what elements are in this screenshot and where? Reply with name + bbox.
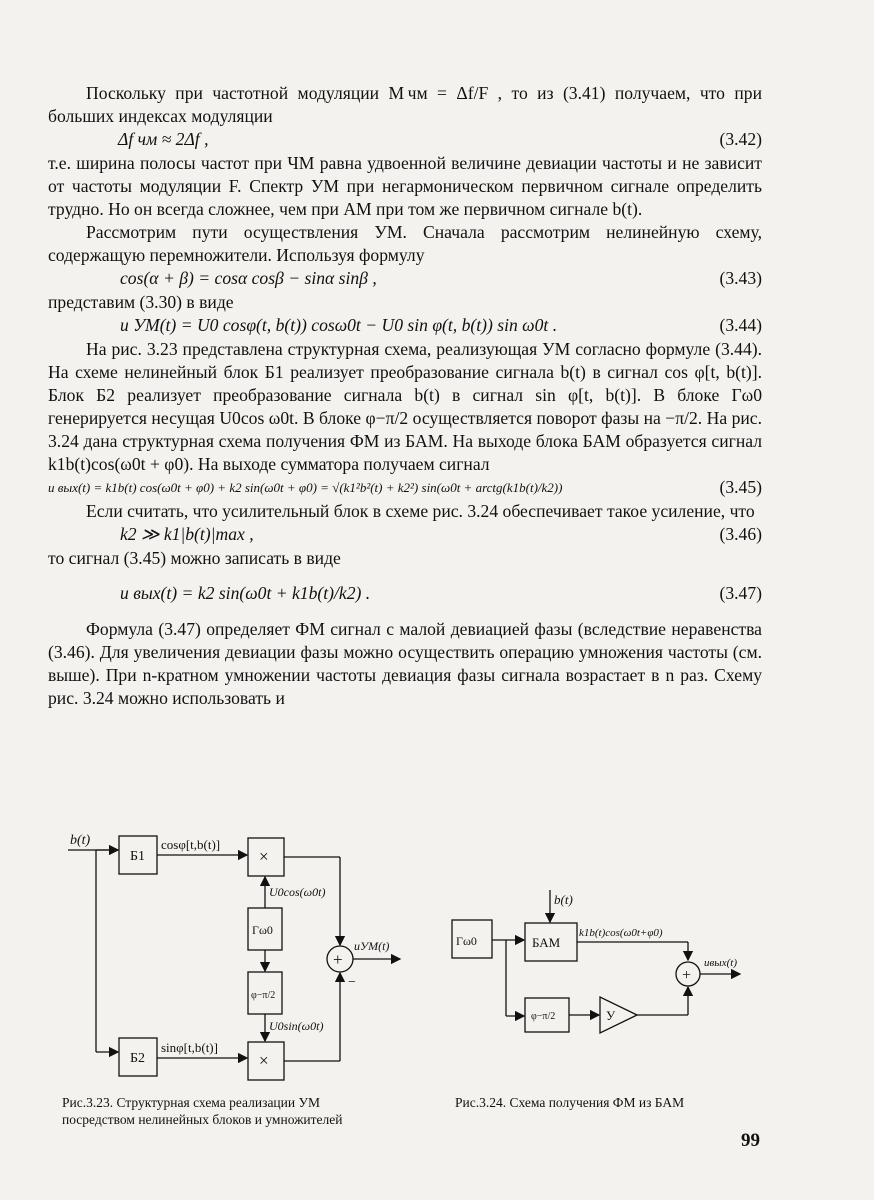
fig323-u0sin-label: U0sin(ω0t) — [269, 1019, 324, 1033]
equation-number: (3.47) — [719, 583, 762, 603]
equation-3-43 — [48, 267, 762, 291]
fig324-phase-label: φ−π/2 — [531, 1011, 556, 1022]
fig323-mult-top: × — [259, 847, 269, 866]
equation-3-42 — [48, 128, 762, 152]
fig323-output-label: uУМ(t) — [354, 939, 390, 953]
equation-expr: cos(α + β) = cosα cosβ − sinα sinβ , — [120, 268, 377, 288]
equation-expr: u вых(t) = k1b(t) cos(ω0t + φ0) + k2 sin(ω0t + φ0) = √(k1²b²(t) + k2²) sin(ω0t + arctg(k1b(t)/k2)) — [48, 480, 563, 495]
fig324-output-label: uвых(t) — [704, 957, 737, 969]
equation-number: (3.43) — [719, 268, 762, 288]
fig323-input-label: b(t) — [70, 833, 91, 848]
paragraph-2: т.е. ширина полосы частот при ЧМ равна удвоенной величине девиации частоты и не зависит от частоты модуляции F. Спектр УМ при негармоническом первичном сигнале определить трудно. Но он всегда сложнее, чем при АМ при том же первичном сигнале b(t). — [48, 153, 762, 219]
fig324-plus: + — [682, 967, 692, 984]
fig323-plus: + — [333, 950, 343, 969]
paragraph-8: Формула (3.47) определяет ФМ сигнал с малой девиацией фазы (вследствие неравенства (3.46). Для увеличения девиации фазы можно осуществить операцию умножения частоты (см. выше). При n-кратном умножении частоты девиация фазы сигнала возрастает в n раз. Схему рис. 3.24 можно использовать и — [48, 619, 762, 708]
equation-3-44 — [48, 314, 762, 338]
equation-number: (3.46) — [719, 524, 762, 544]
paragraph-3: Рассмотрим пути осуществления УМ. Сначала рассмотрим нелинейную схему, содержащую перемножители. Используя формулу — [48, 222, 762, 265]
equation-expr: u вых(t) = k2 sin(ω0t + k1b(t)/k2) . — [120, 583, 371, 603]
paragraph-7: то сигнал (3.45) можно записать в виде — [48, 548, 341, 568]
equation-3-46 — [48, 523, 762, 547]
caption-line: посредством нелинейных блоков и умножителей — [62, 1112, 343, 1127]
page-body — [48, 82, 762, 710]
figure-3-23-caption — [62, 1094, 343, 1128]
fig323-cos-label: cosφ[t,b(t)] — [161, 837, 221, 852]
equation-3-47 — [48, 570, 762, 618]
equation-expr: Δf чм ≈ 2Δf , — [118, 129, 209, 149]
equation-3-45 — [48, 476, 762, 500]
figures-area — [0, 830, 874, 1130]
fig323-b2-label: Б2 — [130, 1051, 146, 1066]
fig323-b1-label: Б1 — [130, 849, 146, 864]
fig324-input-label: b(t) — [554, 892, 573, 907]
equation-number: (3.45) — [719, 477, 762, 497]
equation-expr: u УМ(t) = U0 cosφ(t, b(t)) cosω0t − U0 sin φ(t, b(t)) sin ω0t . — [120, 315, 558, 335]
fig323-sin-label: sinφ[t,b(t)] — [161, 1040, 218, 1055]
paragraph-6: Если считать, что усилительный блок в схеме рис. 3.24 обеспечивает такое усиление, что — [86, 501, 755, 521]
fig324-bam-out-label: k1b(t)cos(ω0t+φ0) — [579, 927, 663, 939]
paragraph-4: представим (3.30) в виде — [48, 292, 234, 312]
fig323-minus: − — [348, 975, 356, 990]
caption-line: Рис.3.23. Структурная схема реализации УМ — [62, 1095, 321, 1110]
fig324-amp-label: У — [606, 1008, 616, 1023]
fig324-bam-label: БАМ — [532, 935, 561, 950]
paragraph-5: На рис. 3.23 представлена структурная схема, реализующая УМ согласно формуле (3.44). На схеме нелинейный блок Б1 реализует преобразование сигнала b(t) в сигнал cos φ[t, b(t)]. Блок Б2 реализует преобразование сигнала b(t) в сигнал sin φ[t, b(t)]. В блоке Гω0 генерируется несущая U0cos ω0t. В блоке φ−π/2 осуществляется поворот фазы на −π/2. На рис. 3.24 дана структурная схема получения ФМ из БАМ. На выходе блока БАМ образуется сигнал k1b(t)cos(ω0t + φ0). На выходе сумматора получаем сигнал — [48, 339, 762, 474]
fig323-gen-label: Гω0 — [252, 923, 273, 937]
figure-3-24-caption: Рис.3.24. Схема получения ФМ из БАМ — [455, 1095, 685, 1110]
equation-number: (3.42) — [719, 129, 762, 149]
fig323-phase-label: φ−π/2 — [251, 990, 276, 1001]
equation-expr: k2 ≫ k1|b(t)|max , — [120, 524, 254, 544]
fig324-gen-label: Гω0 — [456, 934, 477, 948]
equation-number: (3.44) — [719, 315, 762, 335]
fig323-u0cos-label: U0cos(ω0t) — [269, 885, 326, 899]
paragraph-1: Поскольку при частотной модуляции M чм = Δf/F , то из (3.41) получаем, что при больших индексах модуляции — [48, 83, 762, 126]
page-number: 99 — [741, 1130, 760, 1151]
fig323-mult-bottom: × — [259, 1051, 269, 1070]
figure-3-23-diagram — [0, 830, 874, 1130]
